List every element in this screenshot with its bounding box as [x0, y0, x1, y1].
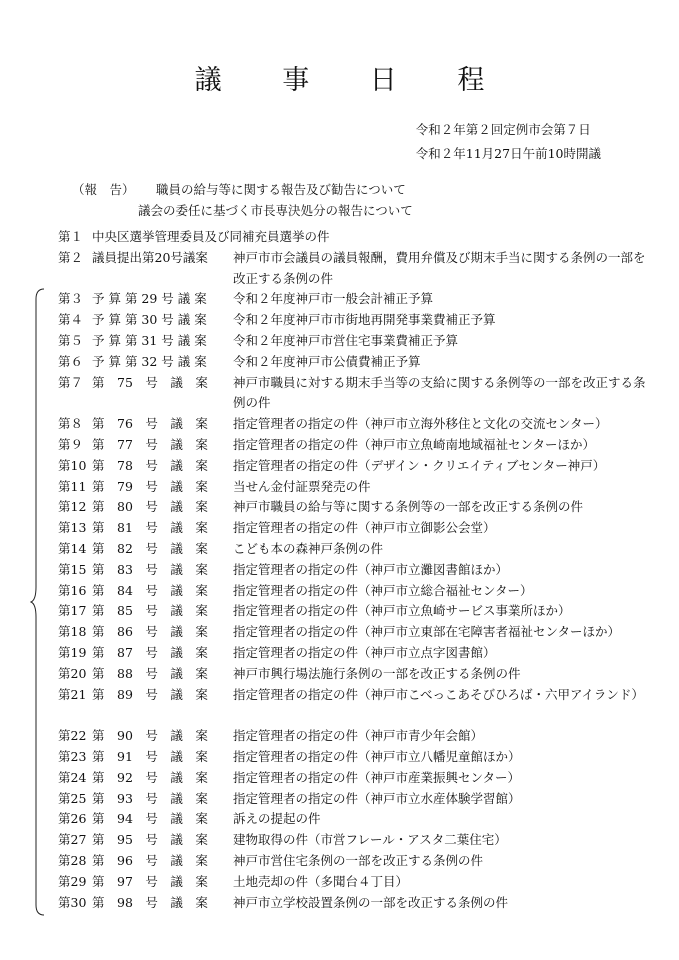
agenda-number: 第16	[58, 582, 87, 598]
agenda-subject: 訴えの提起の件	[233, 811, 321, 827]
agenda-label: 第 76 号 議 案	[92, 416, 208, 432]
agenda-label: 第 83 号 議 案	[92, 561, 208, 577]
session-label: 令和２年第２回定例市会第７日	[415, 122, 591, 137]
session-info	[416, 118, 601, 166]
agenda-number: 第28	[58, 853, 87, 868]
agenda-label: 第 97 号 議 案	[92, 873, 208, 889]
agenda-label: 第 75 号 議 案	[92, 374, 208, 390]
page-title: 議 事 日 程	[194, 65, 511, 96]
agenda-subject: 令和２年度神戸市市街地再開発事業費補正予算	[233, 312, 496, 328]
report-item: 議会の委任に基づく市長専決処分の報告について	[138, 203, 413, 218]
agenda-label: 第 82 号 議 案	[92, 541, 208, 556]
agenda-number: 第19	[58, 645, 87, 660]
agenda-label: 第 98 号 議 案	[92, 894, 208, 910]
agenda-number: 第12	[58, 499, 87, 515]
agenda-subject: 指定管理者の指定の件（神戸市立魚崎サービス事業所ほか）	[233, 603, 571, 619]
agenda-label: 予 算 第 30 号 議 案	[92, 312, 207, 328]
agenda-subject: 神戸市職員に対する期末手当等の支給に関する条例等の一部を改正する条例の件	[233, 374, 646, 411]
report-tag: （報 告）	[72, 182, 135, 197]
agenda-label: 第 80 号 議 案	[92, 499, 208, 515]
agenda-label: 第 78 号 議 案	[92, 457, 208, 473]
agenda-number: 第27	[58, 832, 87, 848]
agenda-number: 第20	[58, 665, 87, 681]
agenda-label: 第 93 号 議 案	[92, 790, 208, 806]
agenda-subject: 指定管理者の指定の件（神戸市青少年会館）	[233, 728, 484, 744]
agenda-subject: 指定管理者の指定の件（神戸市立水産体験学習館）	[233, 790, 521, 806]
session-date: 令和２年11月27日午前10時開議	[415, 146, 601, 161]
agenda-label: 第 89 号 議 案	[92, 686, 208, 702]
agenda-number: 第10	[58, 457, 87, 473]
agenda-label: 第 79 号 議 案	[92, 478, 208, 494]
agenda-number: 第22	[58, 728, 87, 744]
agenda-label: 第 85 号 議 案	[92, 603, 208, 619]
agenda-number: 第９	[58, 437, 84, 452]
agenda-label: 第 81 号 議 案	[92, 520, 208, 536]
agenda-subject: 神戸市職員の給与等に関する条例等の一部を改正する条例の件	[233, 499, 584, 515]
agenda-subject: 指定管理者の指定の件（神戸市立八幡児童館ほか）	[233, 749, 521, 764]
agenda-subject: 神戸市立学校設置条例の一部を改正する条例の件	[233, 894, 509, 910]
agenda-subject: 指定管理者の指定の件（神戸市立御影公会堂）	[233, 520, 496, 536]
agenda-subject: 指定管理者の指定の件（神戸市こべっこあそびひろば・六甲アイランド）	[233, 686, 644, 702]
agenda-subject: 指定管理者の指定の件（神戸市立総合福祉センター）	[233, 582, 533, 598]
agenda-number: 第24	[58, 769, 87, 785]
agenda-label: 第 87 号 議 案	[92, 645, 208, 660]
report-item: 職員の給与等に関する報告及び勧告について	[156, 182, 406, 197]
agenda-number: 第11	[58, 478, 87, 494]
agenda-label: 第 77 号 議 案	[92, 437, 208, 452]
agenda-label: 第 91 号 議 案	[92, 749, 208, 764]
agenda-number: 第７	[58, 374, 84, 390]
agenda-subject: 指定管理者の指定の件（神戸市立東部在宅障害者福祉センターほか）	[233, 624, 621, 640]
agenda-label: 第 88 号 議 案	[92, 665, 208, 681]
agenda-label: 議員提出第20号議案	[92, 249, 208, 265]
agenda-subject: 神戸市営住宅条例の一部を改正する条例の件	[233, 853, 484, 868]
agenda-number: 第４	[58, 312, 84, 328]
agenda-subject: 当せん金付証票発売の件	[233, 478, 371, 494]
agenda-number: 第23	[58, 749, 87, 764]
agenda-number: 第３	[58, 291, 84, 307]
agenda-number: 第14	[58, 541, 87, 556]
bracket-brace	[30, 287, 48, 917]
agenda-label: 第 92 号 議 案	[92, 769, 208, 785]
agenda-subject: こども本の森神戸条例の件	[233, 541, 384, 556]
agenda-number: 第１	[58, 229, 84, 244]
agenda-label: 予 算 第 32 号 議 案	[92, 353, 207, 369]
agenda-number: 第21	[58, 686, 87, 702]
agenda-label: 中央区選挙管理委員及び同補充員選挙の件	[92, 229, 330, 244]
agenda-number: 第15	[58, 561, 87, 577]
agenda-subject: 指定管理者の指定の件（神戸市立灘図書館ほか）	[233, 561, 509, 577]
agenda-number: 第５	[58, 333, 84, 348]
agenda-number: 第29	[58, 873, 87, 889]
agenda-number: 第13	[58, 520, 87, 536]
agenda-subject: 土地売却の件（多聞台４丁目）	[233, 873, 409, 889]
agenda-subject: 指定管理者の指定の件（神戸市立点字図書館）	[233, 645, 496, 660]
agenda-number: 第17	[58, 603, 87, 619]
agenda-number: 第30	[58, 894, 87, 910]
agenda-number: 第２	[58, 249, 84, 265]
agenda-subject: 令和２年度神戸市公債費補正予算	[233, 353, 421, 369]
agenda-subject: 指定管理者の指定の件（デザイン・クリエイティブセンター神戸）	[233, 457, 606, 473]
agenda-number: 第25	[58, 790, 87, 806]
agenda-number: 第８	[58, 416, 84, 432]
agenda-subject: 建物取得の件（市営フレール・アスタ二葉住宅）	[233, 832, 507, 848]
agenda-label: 予 算 第 29 号 議 案	[92, 291, 207, 307]
agenda-label: 予 算 第 31 号 議 案	[92, 333, 207, 348]
agenda-label: 第 90 号 議 案	[92, 728, 208, 744]
agenda-label: 第 84 号 議 案	[92, 582, 208, 598]
agenda-label: 第 94 号 議 案	[92, 811, 208, 827]
agenda-subject: 指定管理者の指定の件（神戸市立海外移住と文化の交流センター）	[233, 416, 608, 432]
agenda-subject: 指定管理者の指定の件（神戸市立魚崎南地域福祉センターほか）	[233, 437, 596, 452]
agenda-subject: 令和２年度神戸市一般会計補正予算	[233, 291, 434, 307]
agenda-subject: 令和２年度神戸市営住宅事業費補正予算	[233, 333, 459, 348]
agenda-subject: 指定管理者の指定の件（神戸市産業振興センター）	[233, 769, 521, 785]
agenda-subject: 神戸市興行場法施行条例の一部を改正する条例の件	[233, 665, 521, 681]
agenda-label: 第 96 号 議 案	[92, 853, 208, 868]
agenda-number: 第６	[58, 353, 84, 369]
agenda-subject: 神戸市市会議員の議員報酬，費用弁償及び期末手当に関する条例の一部を改正する条例の件	[233, 249, 646, 286]
agenda-label: 第 86 号 議 案	[92, 624, 208, 640]
agenda-number: 第18	[58, 624, 87, 640]
agenda-label: 第 95 号 議 案	[92, 832, 208, 848]
agenda-number: 第26	[58, 811, 87, 827]
